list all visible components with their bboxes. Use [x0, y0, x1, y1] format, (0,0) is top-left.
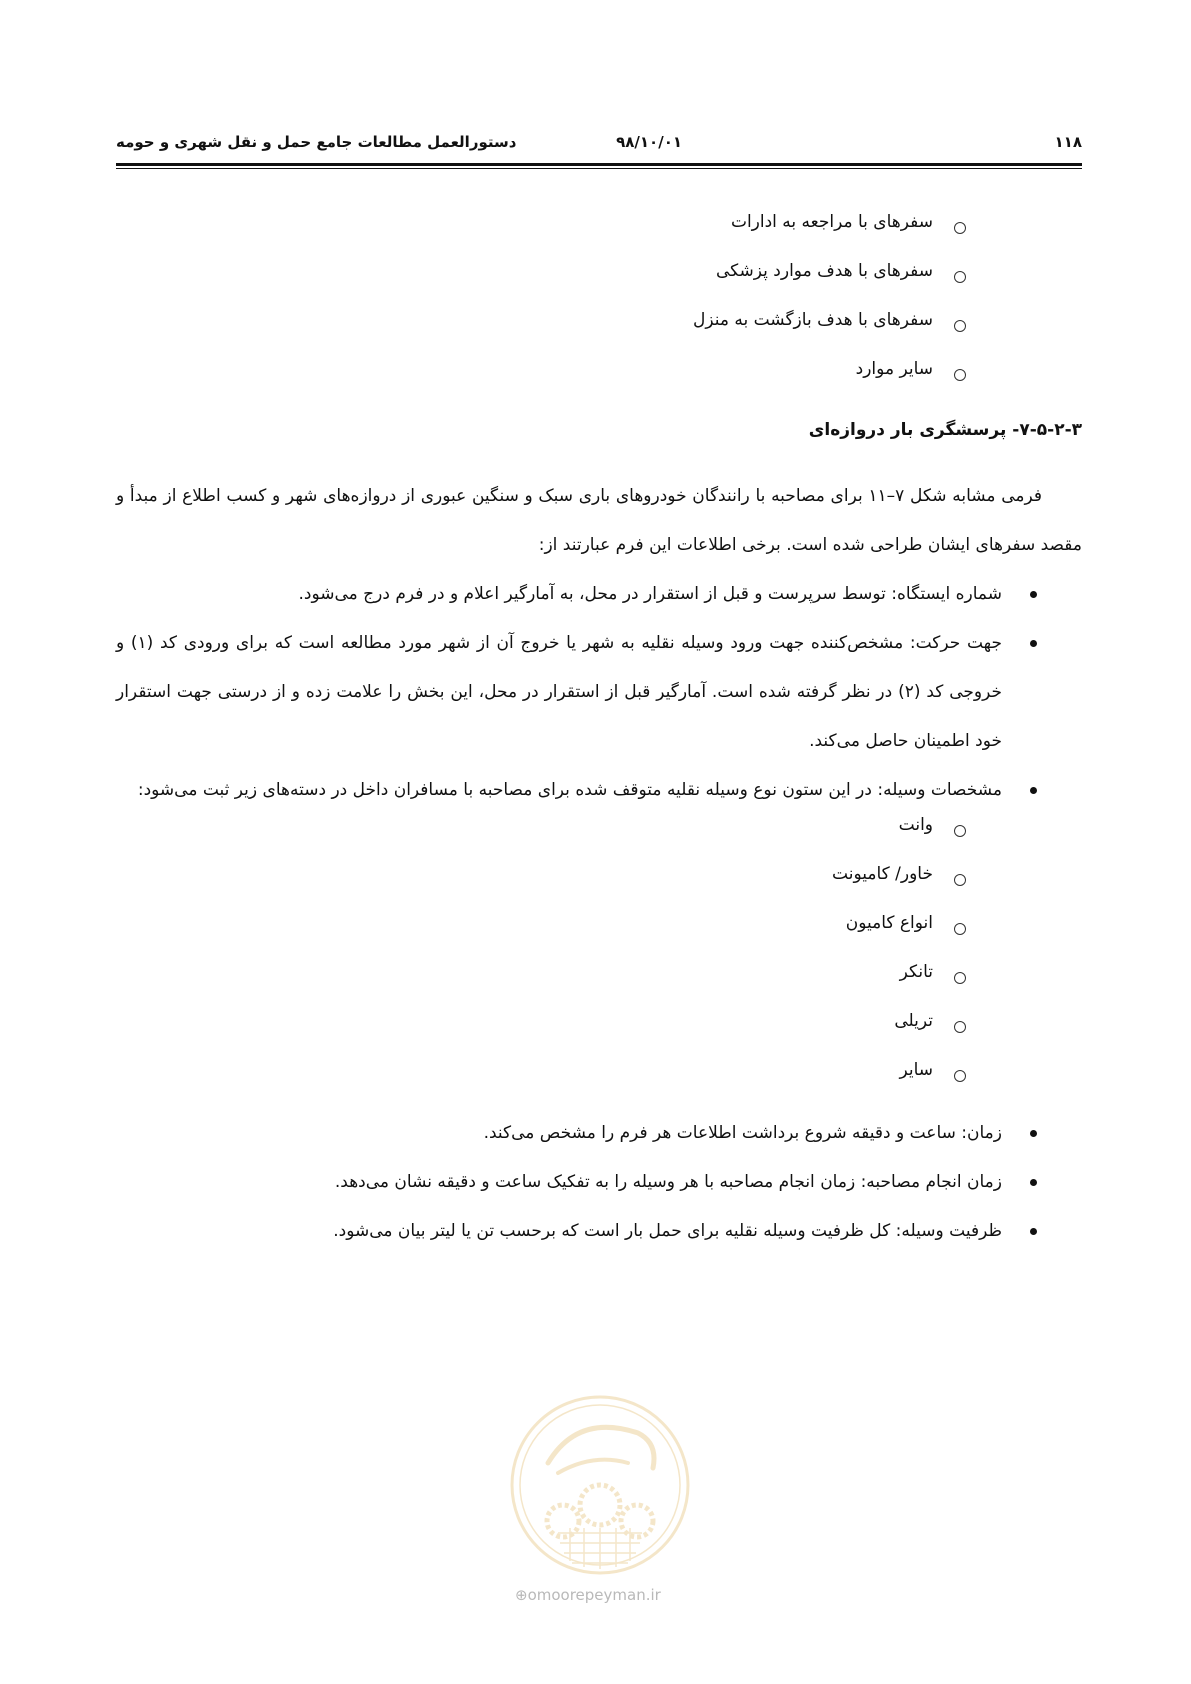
- header-title: دستورالعمل مطالعات جامع حمل و نقل شهری و حومه: [116, 133, 517, 151]
- circle-bullet-icon: [954, 923, 966, 935]
- list-item: وانت: [116, 815, 1082, 864]
- bullet-dot-icon: [1030, 640, 1037, 647]
- header-rule-thick: [116, 163, 1082, 166]
- bullet-dot-icon: [1030, 1228, 1037, 1235]
- circle-bullet-icon: [954, 222, 966, 234]
- watermark-logo-icon: [508, 1393, 692, 1577]
- intro-text: فرمی مشابه شکل ۷–۱۱ برای مصاحبه با رانندگان خودروهای باری سبک و سنگین عبوری از دروازه‌های شهر و کسب اطلاع از مبدأ و مقصد سفرهای ایشان طراحی شده است. برخی اطلاعات این فرم عبارتند از:: [116, 486, 1082, 555]
- list-item: تانکر: [116, 962, 1082, 1011]
- field-bullets-b: [116, 1109, 1082, 1256]
- circle-bullet-icon: [954, 369, 966, 381]
- vehicle-type-list: [116, 815, 1082, 1109]
- bullet-item: شماره ایستگاه: توسط سرپرست و قبل از استقرار در محل، به آمارگیر اعلام و در فرم درج می‌شود.: [116, 570, 1082, 619]
- page-body: [116, 212, 1082, 1256]
- trip-purpose-list: [116, 212, 1082, 408]
- circle-bullet-icon: [954, 320, 966, 332]
- circle-bullet-icon: [954, 874, 966, 886]
- bullet-item: زمان: ساعت و دقیقه شروع برداشت اطلاعات هر فرم را مشخص می‌کند.: [116, 1109, 1082, 1158]
- watermark-url: ⊕omoorepeyman.ir: [515, 1586, 661, 1604]
- list-item: سفرهای با هدف بازگشت به منزل: [116, 310, 1082, 359]
- bullet-dot-icon: [1030, 1130, 1037, 1137]
- page-number: ۱۱۸: [1054, 133, 1082, 151]
- circle-bullet-icon: [954, 972, 966, 984]
- circle-bullet-icon: [954, 271, 966, 283]
- list-item: سایر موارد: [116, 359, 1082, 408]
- bullet-dot-icon: [1030, 787, 1037, 794]
- header-rule-thin: [116, 168, 1082, 169]
- list-item: خاور/ کامیونت: [116, 864, 1082, 913]
- intro-paragraph: [116, 472, 1082, 570]
- list-item: انواع کامیون: [116, 913, 1082, 962]
- bullet-dot-icon: [1030, 591, 1037, 598]
- circle-bullet-icon: [954, 1021, 966, 1033]
- field-bullets-a: [116, 570, 1082, 815]
- bullet-item: جهت حرکت: مشخص‌کننده جهت ورود وسیله نقلیه به شهر یا خروج آن از شهر مورد مطالعه است که برای ورودی کد (۱) و خروجی کد (۲) در نظر گرفته شده است. آمارگیر قبل از استقرار در محل، این بخش را علامت زده و از درستی جهت استقرار خود اطمینان حاصل می‌کند.: [116, 619, 1082, 766]
- bullet-dot-icon: [1030, 1179, 1037, 1186]
- list-item: سفرهای با هدف موارد پزشکی: [116, 261, 1082, 310]
- list-item: تریلی: [116, 1011, 1082, 1060]
- circle-bullet-icon: [954, 1070, 966, 1082]
- bullet-item: ظرفیت وسیله: کل ظرفیت وسیله نقلیه برای حمل بار است که برحسب تن یا لیتر بیان می‌شود.: [116, 1207, 1082, 1256]
- bullet-item: مشخصات وسیله: در این ستون نوع وسیله نقلیه متوقف شده برای مصاحبه با مسافران داخل در دسته‌های زیر ثبت می‌شود:: [116, 766, 1082, 815]
- section-heading: ۷-۵-۲-۳- پرسشگری بار دروازه‌ای: [808, 420, 1082, 440]
- page-header: [116, 133, 1082, 163]
- list-item: سفرهای با مراجعه به ادارات: [116, 212, 1082, 261]
- header-date: ۹۸/۱۰/۰۱: [616, 133, 682, 151]
- bullet-item: زمان انجام مصاحبه: زمان انجام مصاحبه با هر وسیله را به تفکیک ساعت و دقیقه نشان می‌دهد.: [116, 1158, 1082, 1207]
- list-item: سایر: [116, 1060, 1082, 1109]
- circle-bullet-icon: [954, 825, 966, 837]
